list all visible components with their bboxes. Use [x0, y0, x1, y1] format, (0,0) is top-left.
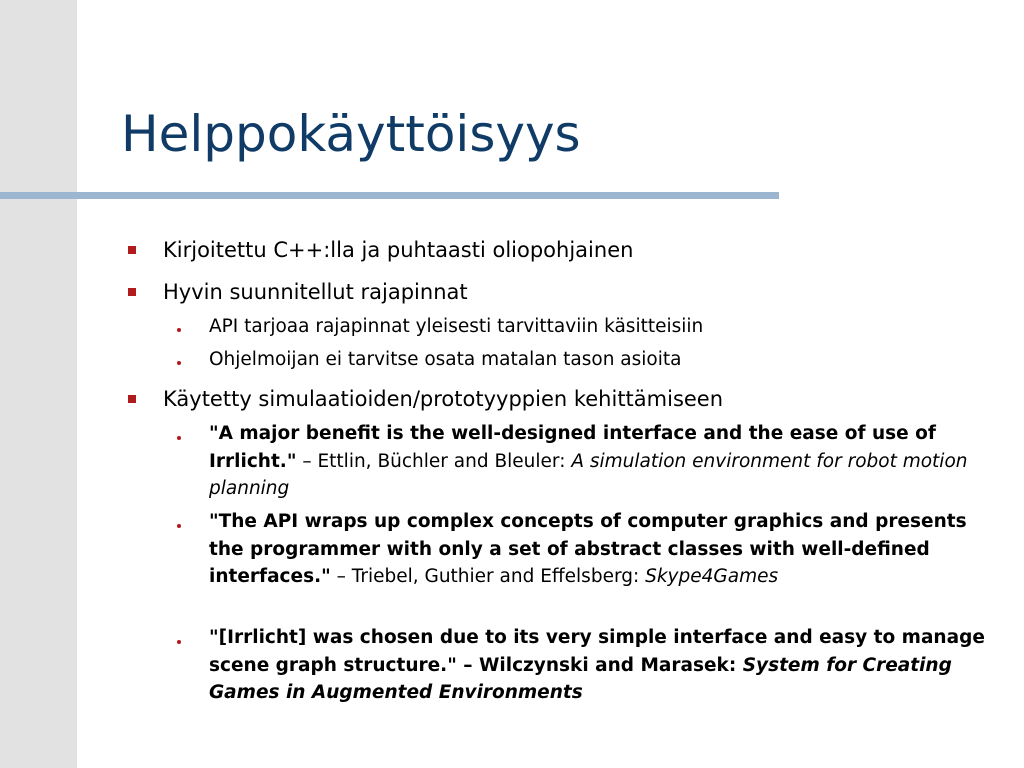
quote-source: A simulation environment for robot motion planning — [209, 450, 968, 499]
sub-bullet-text: API tarjoaa rajapinnat yleisesti tarvittaviin käsitteisiin — [209, 316, 704, 337]
bullet-text: Käytetty simulaatioiden/prototyyppien kehittämiseen — [163, 387, 724, 411]
dot-bullet-icon — [177, 328, 181, 332]
slide-title: Helppokäyttöisyys — [121, 105, 581, 163]
left-decorative-band — [0, 0, 77, 768]
square-bullet-icon — [128, 288, 136, 296]
quote-source: Skype4Games — [645, 566, 779, 587]
dot-bullet-icon — [177, 524, 181, 528]
dot-bullet-icon — [177, 640, 181, 644]
quote-item — [209, 420, 999, 503]
bullet-text: Hyvin suunnitellut rajapinnat — [163, 280, 468, 304]
quote-attribution: – Ettlin, Büchler and Bleuler: — [296, 450, 572, 472]
bullet-text: Kirjoitettu C++:lla ja puhtaasti oliopohjainen — [163, 238, 634, 262]
quote-text: "A major benefit is the well-designed interface and the ease of use of Irrlicht." — [209, 423, 936, 472]
quote-text: "[Irrlicht] was chosen due to its very simple interface and easy to manage scene graph structure." – Wilczynski and Marasek: — [209, 627, 985, 676]
quote-source: System for Creating Games in Augmented Environments — [209, 654, 952, 703]
square-bullet-icon — [128, 246, 136, 254]
dot-bullet-icon — [177, 436, 181, 440]
quote-text: "The API wraps up complex concepts of computer graphics and presents the programmer with only a set of abstract classes with well-defined interfaces." — [209, 511, 967, 587]
sub-bullet-text: Ohjelmoijan ei tarvitse osata matalan tason asioita — [209, 349, 682, 370]
quote-attribution: – Triebel, Guthier and Effelsberg: — [330, 566, 646, 587]
dot-bullet-icon — [177, 361, 181, 365]
quote-item — [209, 624, 999, 707]
title-underline-rule — [0, 192, 779, 199]
square-bullet-icon — [128, 395, 136, 403]
quote-item — [209, 508, 999, 591]
